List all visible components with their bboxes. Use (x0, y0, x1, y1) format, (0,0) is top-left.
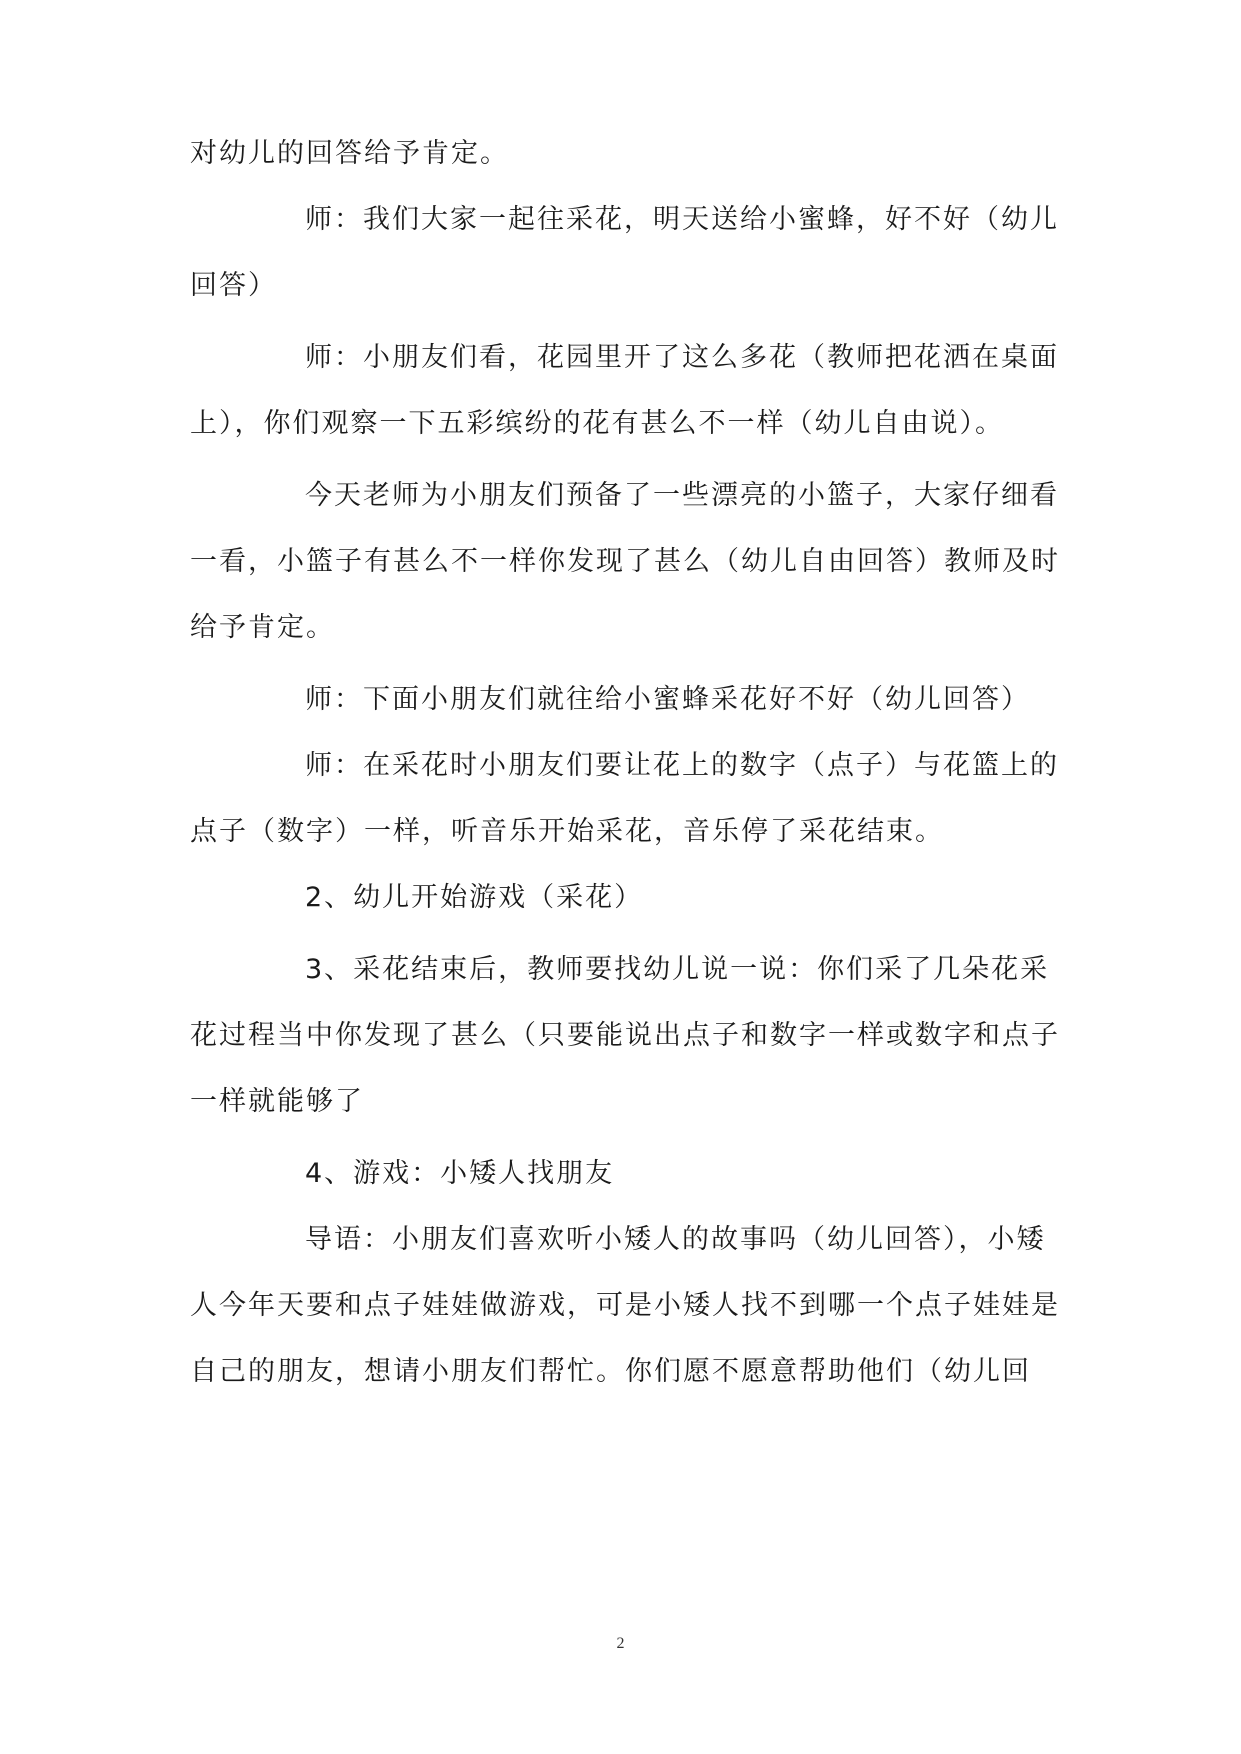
text-line: 师：我们大家一起往采花，明天送给小蜜蜂，好不好（幼儿 (305, 204, 1059, 235)
text-line: 点子（数字）一样，听音乐开始采花，音乐停了采花结束。 (190, 816, 944, 847)
text-line: 3、采花结束后，教师要找幼儿说一说：你们采了几朵花采 (305, 954, 1050, 985)
text-line: 回答） (190, 270, 277, 301)
page-number: 2 (616, 1635, 625, 1652)
text-line: 2、幼儿开始游戏（采花） (305, 882, 644, 913)
text-line: 导语：小朋友们喜欢听小矮人的故事吗（幼儿回答），小矮 (305, 1224, 1046, 1255)
text-line: 对幼儿的回答给予肯定。 (190, 138, 509, 169)
text-line: 师：下面小朋友们就往给小蜜蜂采花好不好（幼儿回答） (305, 684, 1030, 715)
text-line: 今天老师为小朋友们预备了一些漂亮的小篮子，大家仔细看 (305, 480, 1059, 511)
text-line: 花过程当中你发现了甚么（只要能说出点子和数字一样或数字和点子 (190, 1020, 1060, 1051)
text-line: 自己的朋友，想请小朋友们帮忙。你们愿不愿意帮助他们（幼儿回 (190, 1356, 1031, 1387)
text-line: 上），你们观察一下五彩缤纷的花有甚么不一样（幼儿自由说）。 (190, 408, 1004, 439)
text-line: 师：小朋友们看，花园里开了这么多花（教师把花洒在桌面 (305, 342, 1059, 373)
text-line: 师：在采花时小朋友们要让花上的数字（点子）与花篮上的 (305, 750, 1059, 781)
text-line: 人今年天要和点子娃娃做游戏，可是小矮人找不到哪一个点子娃娃是 (190, 1290, 1060, 1321)
text-line: 给予肯定。 (190, 612, 335, 643)
text-line: 一看，小篮子有甚么不一样你发现了甚么（幼儿自由回答）教师及时 (190, 546, 1060, 577)
text-line: 一样就能够了 (190, 1086, 364, 1117)
text-line: 4、游戏：小矮人找朋友 (305, 1158, 615, 1189)
